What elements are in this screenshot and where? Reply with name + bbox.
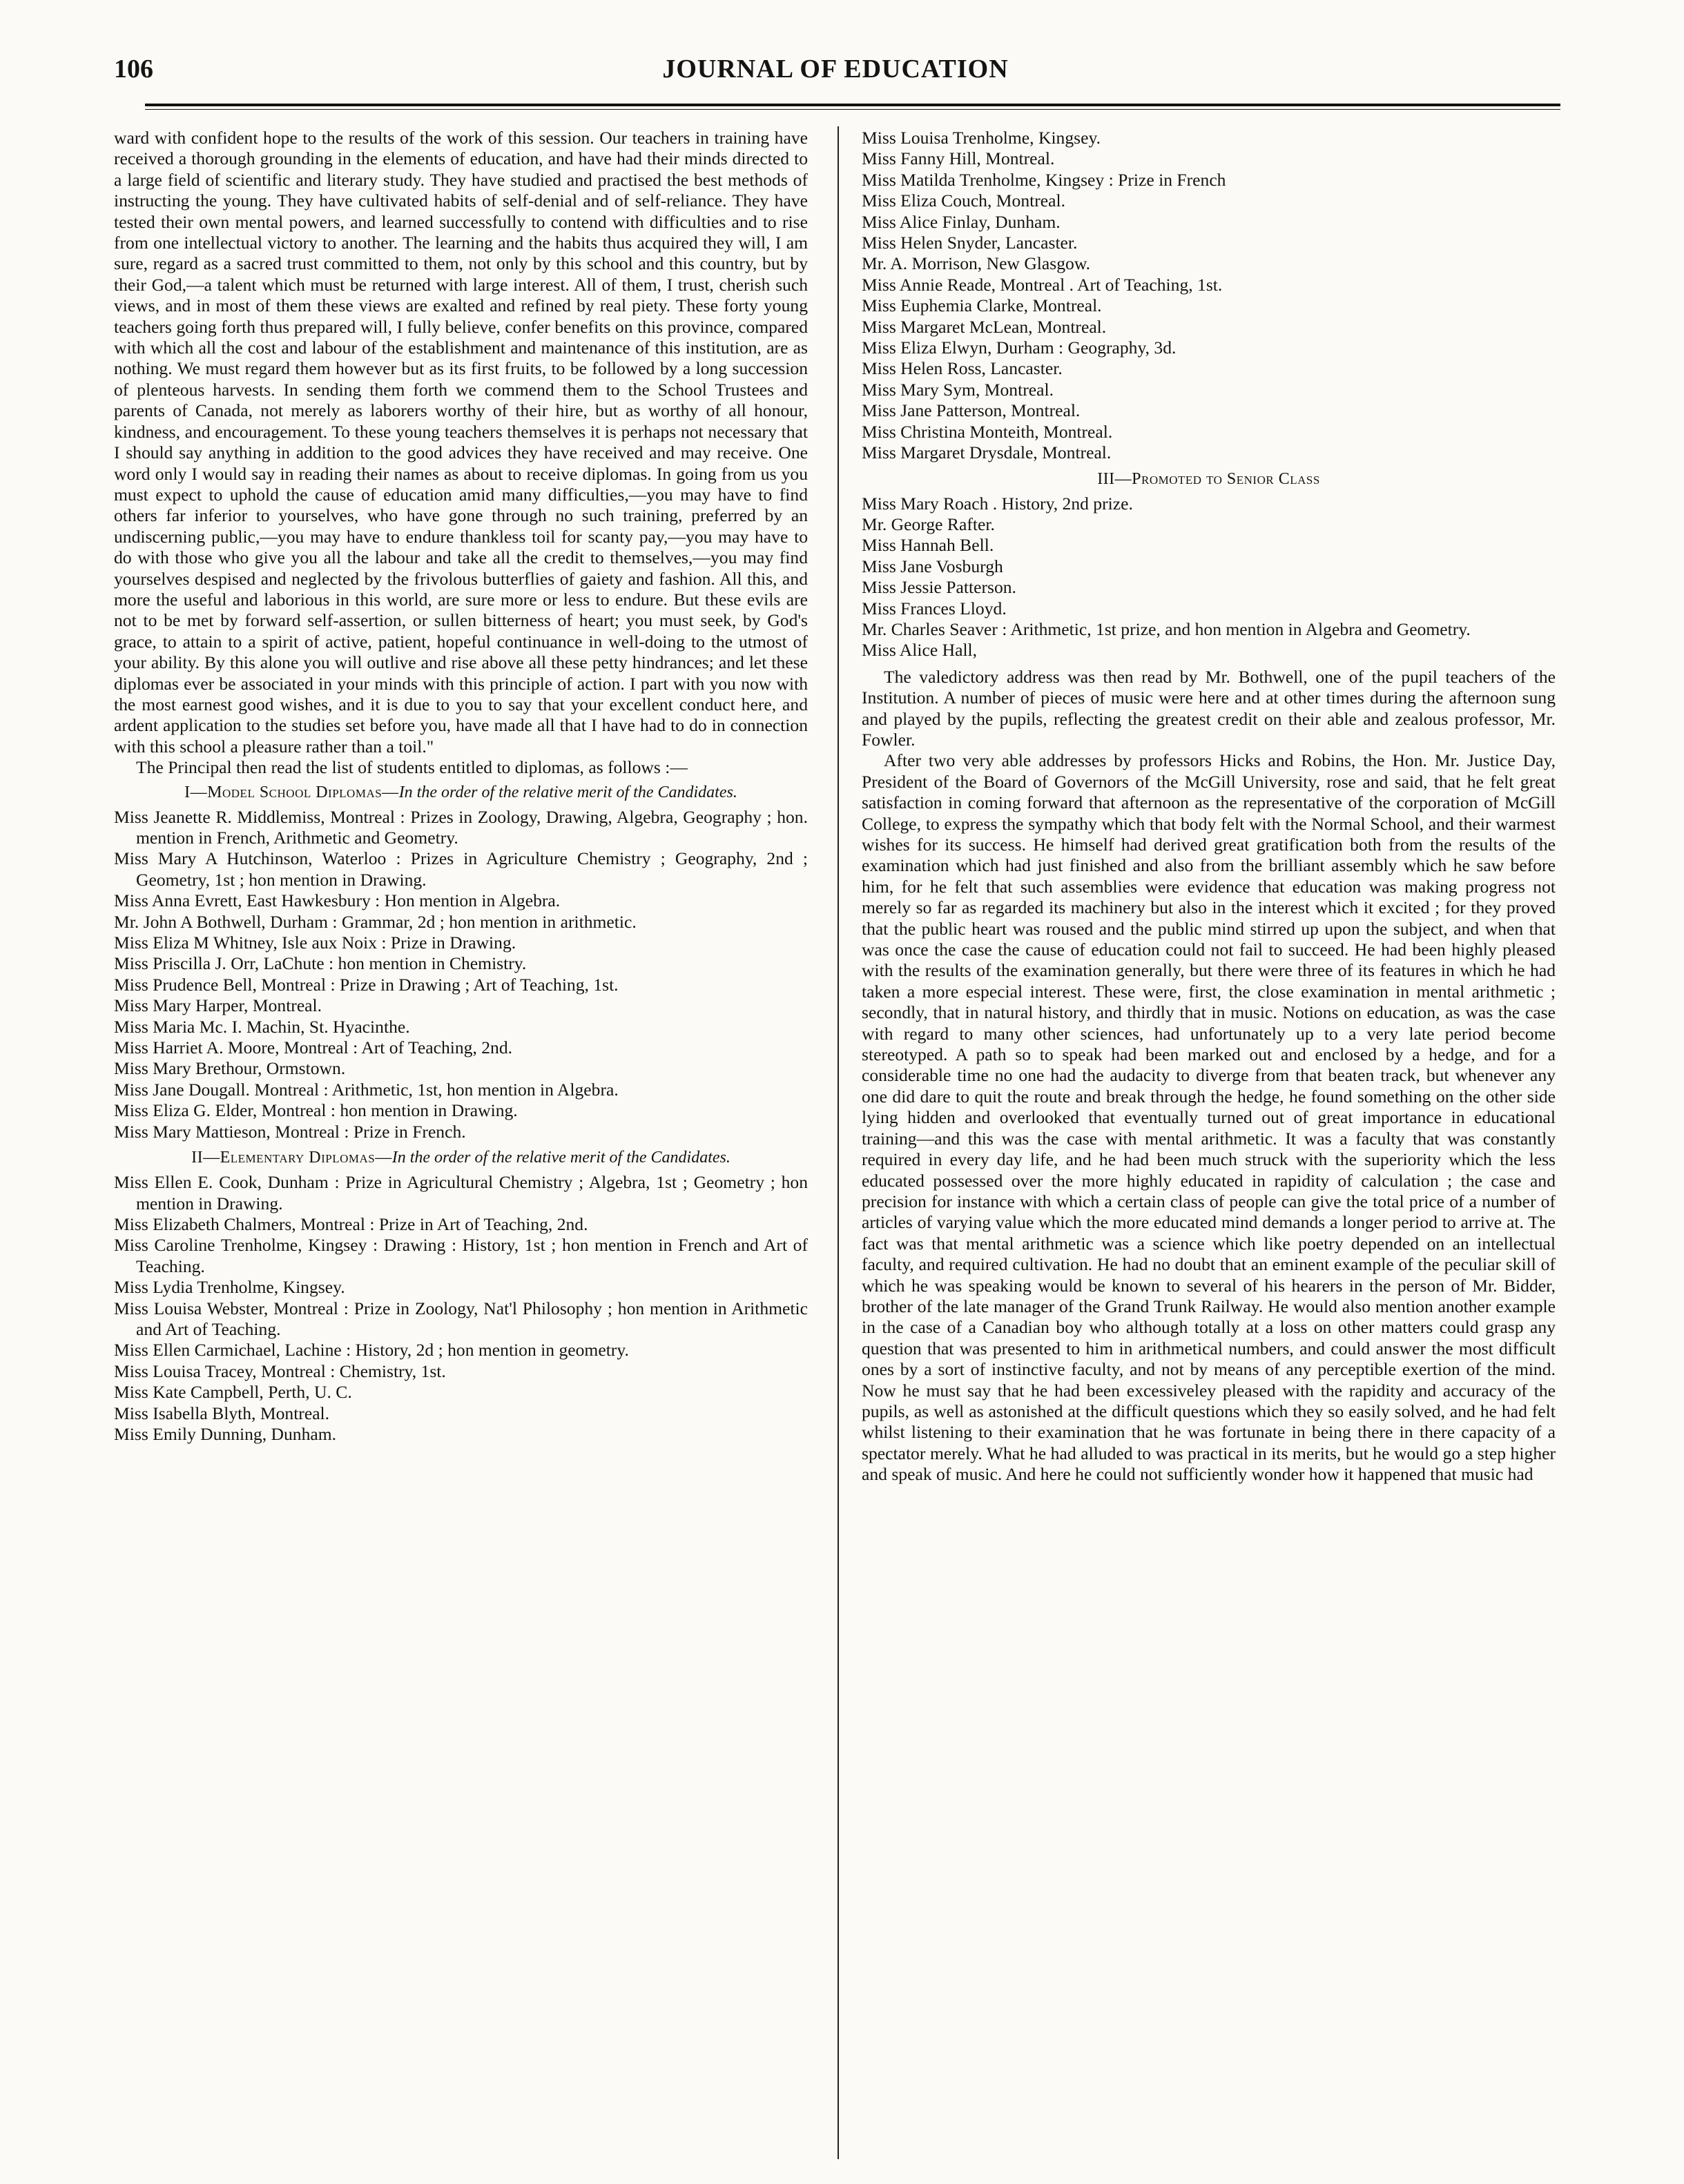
list-item: Miss Louisa Trenholme, Kingsey. (862, 128, 1101, 148)
list-item: Miss Eliza Elwyn, Durham : Geography, 3d. (862, 338, 1177, 358)
list-item: Miss Jane Vosburgh (862, 556, 1003, 576)
list-item: Miss Jessie Patterson. (862, 577, 1016, 598)
list-item: Miss Ellen E. Cook, Dunham : Prize in Agricultural Chemistry ; Algebra, 1st ; Geometry ; hon mention in Drawing. (114, 1172, 808, 1213)
senior-class-list (862, 494, 1556, 661)
list-item: Miss Mary Harper, Montreal. (114, 995, 322, 1016)
list-item: Miss Eliza M Whitney, Isle aux Noix : Prize in Drawing. (114, 933, 516, 953)
list-item: Miss Margaret Drysdale, Montreal. (862, 442, 1112, 463)
justice-day-paragraph: After two very able addresses by professors Hicks and Robins, the Hon. Mr. Justice Day, President of the Board of Governors of the McGill University, rose and said, that he felt great satisfaction in coming forward that afternoon as the representative of the corporation of McGill College, to express the sympathy which that body felt with the Normal School, and their warmest wishes for its success. He himself had derived great gratification both from the results of the examination which had just finished and also from the brilliant assembly which he saw before him, for he felt that such assemblies were evidence that education was making progress not merely so far as regarded its machinery but also in the interest which it excited ; for they proved that the public heart was roused and the public mind stirred up upon the subject, and when that was once the case the cause of education could not fail to succeed. He had been highly pleased with the results of the examination generally, but there were three of its features in which he had taken a more especial interest. These were, first, the close examination in mental arithmetic ; secondly, that in natural history, and thirdly that in music. Notions on education, as was the case with regard to many other sciences, had unfortunately up to a very late period become stereotyped. A path so to speak had been marked out and enclosed by a hedge, and for a considerable time no one had the audacity to diverge from that beaten track, but whenever any one did dare to quit the route and break through the hedge, he found something on the other side lying hidden and overlooked that eventually turned out of great importance in educational training—and this was the case with mental arithmetic. It was a faculty that was constantly required in every day life, and he had been much struck with the superiority which the less educated possessed over the more highly educated in rapidity of calculation ; the case and precision for instance with which a certain class of people can give the total price of a number of articles of varying value which the more educated mind demands a longer period to arrive at. The fact was that mental arithmetic was a science which like poetry depended on an intellectual faculty, and required cultivation. He had no doubt that an eminent example of the peculiar skill of which he was speaking would be known to several of his hearers in the person of Mr. Bidder, brother of the late manager of the Grand Trunk Railway. He would also mention another example in the case of a Canadian boy who although totally at a loss on other matters could grasp any question that was presented to him in arithmetical numbers, and could answer the most difficult ones by a sort of instinctive faculty, and not by means of any perceptible exertion of the mind. Now he must say that he had been excessiveley pleased with the rapidity and accuracy of the pupils, as well as astonished at the difficult questions which they so easily solved, and he had felt whilst listening to their examination that he was fortunate in being there in there capacity of a spectator merely. What he had alluded to was practical in its merits, but he would go a step higher and speak of music. And here he could not sufficiently wonder how it happened that music had (862, 750, 1556, 1485)
list-item: Miss Priscilla J. Orr, LaChute : hon mention in Chemistry. (114, 953, 527, 974)
list-item: Miss Annie Reade, Montreal . Art of Teaching, 1st. (862, 274, 1223, 295)
list-item: Miss Jane Dougall. Montreal : Arithmetic, 1st, hon mention in Algebra. (114, 1079, 619, 1100)
page-header (114, 54, 1557, 95)
elementary-list-continued (862, 128, 1556, 464)
list-item: Miss Helen Ross, Lancaster. (862, 358, 1063, 379)
header-rule (145, 104, 1560, 112)
list-item: Mr. George Rafter. (862, 514, 995, 534)
address-paragraph: ward with confident hope to the results of the work of this session. Our teachers in training have received a thorough grounding in the elements of education, and have had their minds directed to a large field of scientific and literary study. They have studied and practised the best methods of instructing the young. They have cultivated habits of self-denial and of self-reliance. They have tested their own mental powers, and learned successfully to contend with difficulties and to rise from one intellectual victory to another. The learning and the habits thus acquired they will, I am sure, regard as a sacred trust committed to them, not only by this school and this country, but by their God,—a talent which must be returned with large interest. All of them, I trust, cherish such views, and in most of them these views are exalted and refined by real piety. These forty young teachers going forth thus prepared will, I fully believe, confer benefits on this province, compared with which all the cost and labour of the establishment and maintenance of this institution, are as nothing. We must regard them however but as its first fruits, to be followed by a long succession of plenteous harvests. In sending them forth we commend them to the School Trustees and parents of Canada, not merely as laborers worthy of their hire, but as worthy of all honour, kindness, and encouragement. To these young teachers themselves it is perhaps not necessary that I should say anything in addition to the good advices they have received and may receive. One word only I would say in reading their names as about to receive diplomas. In going from us you must expect to uphold the cause of education amid many difficulties,—you may have to find others far inferior to yourselves, who have gone through no such training, preferred by an undiscerning public,—you may have to endure thankless toil for scanty pay,—you may have to do with those who give you all the labour and take all the credit to themselves,—you may find yourselves despised and neglected by the frivolous butterflies of gaiety and fashion. All this, and more the useful and laborious in this world, are sure more or less to endure. But these evils are not to be met by forward self-assertion, or sullen bitterness of heart; you must seek, by God's grace, to attain to a spirit of active, patient, hopeful continuance in well-doing to the utmost of your ability. By this alone you will outlive and rise above all these petty hindrances; and let these diplomas ever be associated in your minds with this principle of action. I part with you now with the most earnest good wishes, and it is due to you to say that your excellent conduct here, and ardent application to the studies set before you, have made all that I have had to do in connection with this school a pleasure rather than a toil." (114, 128, 808, 757)
column-divider (838, 126, 839, 2159)
list-item: Miss Jane Patterson, Montreal. (862, 400, 1081, 421)
list-item: Miss Prudence Bell, Montreal : Prize in Drawing ; Art of Teaching, 1st. (114, 974, 619, 995)
list-item: Miss Eliza Couch, Montreal. (862, 191, 1065, 211)
journal-title: JOURNAL OF EDUCATION (662, 55, 1009, 84)
list-item: Miss Ellen Carmichael, Lachine : History, 2d ; hon mention in geometry. (114, 1340, 629, 1361)
list-item: Miss Lydia Trenholme, Kingsey. (114, 1277, 345, 1298)
section-heading-model-school: I—Model School Diplomas—In the order of the relative merit of the Candidates. (184, 783, 737, 801)
section-heading-senior-class: III—Promoted to Senior Class (1097, 469, 1320, 488)
list-item: Miss Helen Snyder, Lancaster. (862, 233, 1078, 253)
list-item: Miss Mary Mattieson, Montreal : Prize in French. (114, 1121, 466, 1142)
list-item: Miss Isabella Blyth, Montreal. (114, 1403, 330, 1423)
list-item: Miss Mary A Hutchinson, Waterloo : Prizes in Agriculture Chemistry ; Geography, 2nd ; Geometry, 1st ; hon mention in Drawing. (114, 848, 808, 890)
list-item: Miss Caroline Trenholme, Kingsey : Drawing : History, 1st ; hon mention in French and Art of Teaching. (114, 1235, 808, 1276)
list-item: Mr. A. Morrison, New Glasgow. (862, 253, 1091, 274)
list-item: Miss Alice Finlay, Dunham. (862, 211, 1061, 232)
section-heading-elementary: II—Elementary Diplomas—In the order of the relative merit of the Candidates. (191, 1149, 730, 1167)
list-item: Miss Margaret McLean, Montreal. (862, 316, 1107, 337)
list-item: Miss Mary Roach . History, 2nd prize. (862, 493, 1133, 514)
list-item: Miss Euphemia Clarke, Montreal. (862, 295, 1102, 316)
list-item: Miss Louisa Webster, Montreal : Prize in Zoology, Nat'l Philosophy ; hon mention in Arithmetic and Art of Teaching. (114, 1298, 808, 1339)
list-item: Miss Emily Dunning, Dunham. (114, 1423, 337, 1444)
model-school-list (114, 807, 808, 1143)
valedictory-paragraph: The valedictory address was then read by Mr. Bothwell, one of the pupil teachers of the Institution. A number of pieces of music were here and at other times during the afternoon sung and played by the pupils, reflecting the greatest credit on their able and zealous professor, Mr. Fowler. (862, 666, 1556, 750)
list-item: Mr. Charles Seaver : Arithmetic, 1st prize, and hon mention in Algebra and Geometry. (862, 618, 1471, 639)
section-note: In the order of the relative merit of the Candidates. (398, 783, 737, 801)
list-item: Miss Mary Brethour, Ormstown. (114, 1058, 346, 1079)
left-column (114, 128, 808, 2157)
list-item: Miss Matilda Trenholme, Kingsey : Prize in French (862, 169, 1226, 190)
list-item: Miss Fanny Hill, Montreal. (862, 148, 1055, 169)
list-item: Miss Mary Sym, Montreal. (862, 379, 1054, 400)
list-item: Miss Elizabeth Chalmers, Montreal : Prize in Art of Teaching, 2nd. (114, 1213, 588, 1234)
list-item: Miss Kate Campbell, Perth, U. C. (114, 1382, 352, 1403)
list-item: Miss Louisa Tracey, Montreal : Chemistry, 1st. (114, 1361, 446, 1381)
list-item: Miss Anna Evrett, East Hawkesbury : Hon mention in Algebra. (114, 890, 561, 911)
page-number: 106 (114, 55, 153, 84)
right-column (862, 128, 1556, 2157)
section-note: In the order of the relative merit of the Candidates. (391, 1149, 730, 1167)
elementary-list (114, 1172, 808, 1445)
list-item: Miss Christina Monteith, Montreal. (862, 421, 1113, 442)
list-item: Miss Maria Mc. I. Machin, St. Hyacinthe. (114, 1016, 410, 1037)
principal-paragraph: The Principal then read the list of students entitled to diplomas, as follows :— (136, 757, 688, 778)
list-item: Miss Harriet A. Moore, Montreal : Art of Teaching, 2nd. (114, 1037, 513, 1058)
list-item: Mr. John A Bothwell, Durham : Grammar, 2d ; hon mention in arithmetic. (114, 911, 637, 932)
list-item: Miss Frances Lloyd. (862, 598, 1007, 618)
list-item: Miss Hannah Bell. (862, 535, 994, 556)
list-item: Miss Eliza G. Elder, Montreal : hon mention in Drawing. (114, 1100, 518, 1121)
list-item: Miss Jeanette R. Middlemiss, Montreal : Prizes in Zoology, Drawing, Algebra, Geography ; hon. mention in French, Arithmetic and Geometry. (114, 806, 808, 848)
list-item: Miss Alice Hall, (862, 640, 978, 661)
